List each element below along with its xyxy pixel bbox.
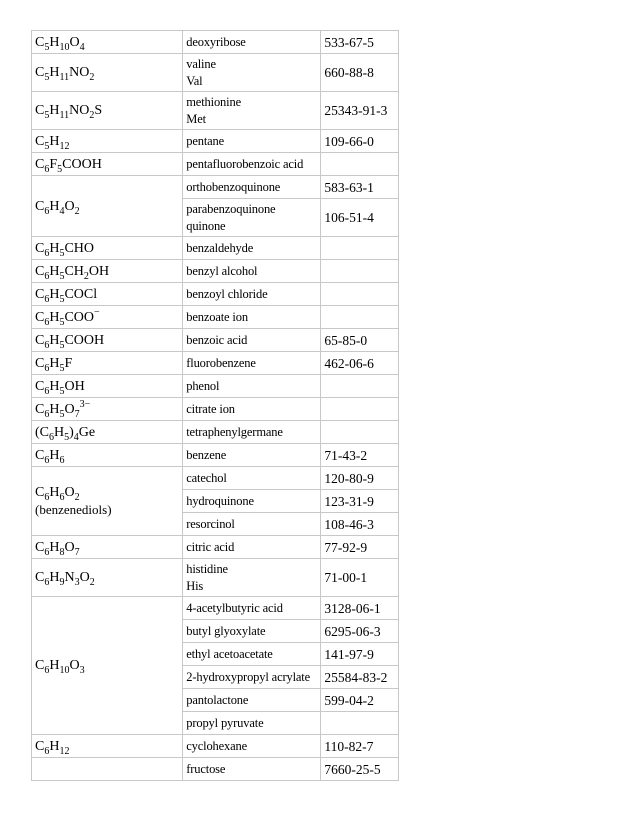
formula-subscript: 2: [74, 492, 80, 503]
formula-text: C: [35, 198, 45, 214]
compound-name-cell: [183, 153, 321, 176]
compound-name: ethyl acetoacetate: [186, 646, 273, 661]
cas-number-cell: 3128-06-1: [321, 597, 399, 620]
formula-text: CH: [64, 263, 84, 279]
cas-number-cell: 77-92-9: [321, 536, 399, 559]
table-row: [32, 421, 399, 444]
formula-text: S: [94, 103, 103, 118]
compound-name-cell: [183, 712, 321, 735]
formula-text: H: [49, 309, 60, 325]
formula-cell: [32, 375, 183, 398]
compound-name-cell: [183, 352, 321, 375]
table-row: [32, 758, 399, 781]
formula-subscript: 8: [59, 546, 65, 558]
formula-text: C: [35, 332, 45, 348]
formula-subscript: 9: [59, 577, 65, 588]
formula-cell: [32, 153, 183, 176]
formula-subscript: 5: [57, 163, 63, 175]
compound-name: benzoate ion: [186, 309, 248, 324]
compound-name-cell: [183, 199, 321, 237]
formula-subscript: 6: [59, 454, 65, 466]
formula-text: C: [35, 401, 45, 417]
formula-text: OH: [64, 378, 85, 394]
cas-number-cell: 25343-91-3: [321, 92, 399, 130]
cas-number-cell: 110-82-7: [321, 735, 399, 758]
formula-text: N: [64, 570, 75, 585]
formula-subscript: 6: [44, 270, 50, 282]
compound-name: citrate ion: [186, 401, 235, 416]
table-row: [32, 329, 399, 352]
cas-number-cell: 71-43-2: [321, 444, 399, 467]
formula-cell: [32, 597, 183, 735]
formula-subscript: 10: [59, 41, 70, 53]
compound-name-cell: [183, 490, 321, 513]
cas-number-cell: 660-88-8: [321, 54, 399, 92]
formula-subscript: 5: [59, 247, 65, 259]
formula-text: H: [49, 286, 60, 302]
formula-subscript: 5: [64, 431, 70, 443]
compound-name-cell: [183, 643, 321, 666]
cas-number-cell: 141-97-9: [321, 643, 399, 666]
cas-number-cell: 65-85-0: [321, 329, 399, 352]
compound-name-cell: [183, 559, 321, 597]
formula-text: H: [49, 401, 60, 417]
formula-subscript: 5: [59, 362, 65, 374]
cas-number-cell: 599-04-2: [321, 689, 399, 712]
table-row: [32, 375, 399, 398]
compound-name-cell: [183, 536, 321, 559]
compound-name-cell: [183, 260, 321, 283]
formula-subscript: 11: [59, 72, 70, 83]
formula-subscript: 12: [59, 140, 70, 152]
table-row: [32, 398, 399, 421]
formula-cell: [32, 421, 183, 444]
formula-text: C: [35, 103, 45, 118]
compound-name-cell: [183, 758, 321, 781]
formula-subscript: 5: [44, 140, 50, 152]
formula-subscript: 6: [44, 205, 50, 217]
formula-subscript: 2: [83, 270, 89, 282]
formula-subscript: 6: [44, 362, 50, 374]
formula-cell: [32, 758, 183, 781]
compound-name-cell: [183, 54, 321, 92]
formula-text: H: [49, 240, 60, 256]
formula-subscript: 3: [74, 577, 80, 588]
compound-name-cell: [183, 92, 321, 130]
formula-text: C: [35, 738, 45, 754]
formula-text: F: [49, 156, 58, 172]
formula-subscript: 6: [44, 247, 50, 259]
formula-subscript: 4: [59, 205, 65, 217]
formula-text: COOH: [64, 332, 105, 348]
cas-number-cell: [321, 260, 399, 283]
table-row: [32, 735, 399, 758]
formula-subscript: 6: [44, 316, 50, 328]
formula-subscript: 6: [44, 665, 50, 676]
formula-text: COCl: [64, 286, 98, 302]
compound-name-cell: [183, 444, 321, 467]
compound-name-cell: [183, 513, 321, 536]
compound-name: citric acid: [186, 539, 235, 554]
formula-subscript: 10: [59, 665, 70, 676]
formula-text: C: [35, 286, 45, 302]
cas-number-cell: 7660-25-5: [321, 758, 399, 781]
formula-subscript: 5: [59, 385, 65, 397]
formula-note: (benzenediols): [35, 502, 112, 517]
compound-name: methionine: [186, 94, 241, 109]
formula-cell: [32, 398, 183, 421]
formula-text: COO: [64, 309, 95, 325]
formula-text: H: [49, 198, 60, 214]
formula-text: COOH: [62, 156, 102, 172]
formula-text: O: [64, 485, 75, 500]
formula-text: C: [35, 309, 45, 325]
formula-subscript: 6: [44, 293, 50, 305]
table-row: [32, 237, 399, 260]
formula-text: O: [69, 34, 80, 50]
formula-cell: [32, 237, 183, 260]
compound-name-cell: [183, 666, 321, 689]
compound-name-cell: [183, 620, 321, 643]
compound-name-cell: [183, 597, 321, 620]
compound-name: benzyl alcohol: [186, 263, 258, 278]
formula-text: H: [54, 424, 65, 440]
table-row: [32, 536, 399, 559]
table-row: [32, 352, 399, 375]
formula-text: NO: [69, 103, 90, 118]
formula-text: H: [49, 658, 60, 673]
formula-subscript: 5: [59, 408, 65, 420]
compound-name-cell: [183, 689, 321, 712]
compound-name: benzene: [186, 447, 227, 462]
formula-text: OH: [88, 263, 110, 279]
compound-name-cell: [183, 237, 321, 260]
formula-text: H: [49, 738, 60, 754]
formula-cell: [32, 444, 183, 467]
formula-supscript: −: [94, 306, 100, 318]
formula-cell: [32, 559, 183, 597]
cas-number-cell: 533-67-5: [321, 31, 399, 54]
compound-name: pentane: [186, 133, 225, 148]
table-row: [32, 306, 399, 329]
formula-text: H: [49, 570, 60, 585]
formula-text: H: [49, 355, 60, 371]
formula-subscript: 4: [73, 431, 79, 443]
compound-name: hydroquinone: [186, 493, 254, 508]
formula-subscript: 6: [59, 492, 65, 503]
formula-subscript: 6: [44, 163, 50, 175]
formula-text: C: [35, 447, 45, 463]
compound-name: 4-acetylbutyric acid: [186, 600, 283, 615]
compound-name: 2-hydroxypropyl acrylate: [186, 669, 311, 684]
cas-number-cell: 25584-83-2: [321, 666, 399, 689]
compound-name-cell: [183, 283, 321, 306]
formula-cell: [32, 176, 183, 237]
compound-name: valine: [186, 56, 216, 71]
compound-name-cell: [183, 130, 321, 153]
formula-cell: [32, 260, 183, 283]
formula-text: C: [35, 263, 45, 279]
formula-text: F: [64, 355, 73, 371]
cas-number-cell: [321, 398, 399, 421]
formula-subscript: 6: [49, 431, 54, 443]
compound-name: phenol: [186, 378, 220, 393]
formula-text: CHO: [64, 240, 95, 256]
formula-subscript: 6: [44, 577, 50, 588]
compound-name: fluorobenzene: [186, 355, 256, 370]
formula-supscript: 3−: [79, 398, 91, 410]
formula-text: C: [35, 658, 45, 673]
cas-number-cell: [321, 421, 399, 444]
table-row: [32, 31, 399, 54]
table-row: [32, 92, 399, 130]
compound-name-cell: [183, 176, 321, 199]
compound-name-cell: [183, 421, 321, 444]
formula-cell: [32, 329, 183, 352]
compound-name: pantolactone: [186, 692, 249, 707]
cas-number-cell: [321, 283, 399, 306]
compound-name: orthobenzoquinone: [186, 179, 281, 194]
formula-text: C: [35, 378, 45, 394]
cas-number-cell: 583-63-1: [321, 176, 399, 199]
table-row: [32, 130, 399, 153]
compound-abbreviation: quinone: [186, 218, 226, 233]
compound-name: resorcinol: [186, 516, 235, 531]
formula-subscript: 2: [89, 577, 95, 588]
formula-text: ): [69, 424, 74, 440]
cas-number-cell: [321, 237, 399, 260]
formula-text: C: [35, 34, 45, 50]
compound-name-cell: [183, 398, 321, 421]
cas-number-cell: 462-06-6: [321, 352, 399, 375]
formula-text: H: [49, 65, 60, 80]
formula-subscript: 5: [59, 293, 65, 305]
formula-text: H: [49, 103, 60, 118]
formula-text: C: [35, 240, 45, 256]
formula-subscript: 5: [59, 270, 65, 282]
compound-name: fructose: [186, 761, 226, 776]
formula-text: (C: [35, 424, 49, 440]
table-row: [32, 444, 399, 467]
formula-subscript: 5: [59, 316, 65, 328]
formula-subscript: 5: [44, 41, 50, 53]
formula-subscript: 6: [44, 546, 50, 558]
compound-name: histidine: [186, 561, 228, 576]
formula-cell: [32, 536, 183, 559]
formula-subscript: 6: [44, 408, 50, 420]
formula-subscript: 2: [74, 205, 80, 217]
cas-number-cell: 123-31-9: [321, 490, 399, 513]
compound-table-body: [32, 31, 399, 781]
formula-cell: [32, 130, 183, 153]
compound-name: pentafluorobenzoic acid: [186, 156, 304, 171]
cas-number-cell: 120-80-9: [321, 467, 399, 490]
formula-text: C: [35, 570, 45, 585]
formula-cell: [32, 306, 183, 329]
formula-cell: [32, 735, 183, 758]
formula-subscript: 5: [44, 72, 50, 83]
formula-text: H: [49, 539, 60, 555]
compound-name: propyl pyruvate: [186, 715, 264, 730]
table-row: [32, 153, 399, 176]
compound-name: parabenzoquinone: [186, 201, 276, 216]
formula-subscript: 5: [44, 110, 50, 121]
cas-number-cell: [321, 153, 399, 176]
formula-subscript: 6: [44, 745, 50, 757]
formula-text: C: [35, 355, 45, 371]
compound-name: benzoic acid: [186, 332, 248, 347]
formula-subscript: 3: [79, 665, 85, 676]
formula-text: Ge: [78, 424, 96, 440]
formula-text: O: [79, 570, 90, 585]
compound-name: benzoyl chloride: [186, 286, 268, 301]
formula-subscript: 6: [44, 339, 50, 351]
compound-name-cell: [183, 306, 321, 329]
formula-text: H: [49, 378, 60, 394]
formula-text: H: [49, 34, 60, 50]
compound-name: deoxyribose: [186, 34, 246, 49]
cas-number-cell: 71-00-1: [321, 559, 399, 597]
cas-number-cell: 6295-06-3: [321, 620, 399, 643]
formula-subscript: 4: [79, 41, 85, 53]
table-row: [32, 54, 399, 92]
formula-text: NO: [69, 65, 90, 80]
formula-text: O: [69, 658, 80, 673]
cas-number-cell: 106-51-4: [321, 199, 399, 237]
cas-number-cell: 109-66-0: [321, 130, 399, 153]
formula-subscript: 7: [74, 546, 80, 558]
formula-cell: [32, 54, 183, 92]
formula-text: C: [35, 485, 45, 500]
formula-cell: [32, 352, 183, 375]
formula-text: C: [35, 133, 45, 149]
formula-text: H: [49, 263, 60, 279]
formula-text: H: [49, 133, 60, 149]
compound-name-cell: [183, 375, 321, 398]
cas-number-cell: [321, 712, 399, 735]
cas-number-cell: [321, 306, 399, 329]
cas-number-cell: 108-46-3: [321, 513, 399, 536]
formula-text: C: [35, 65, 45, 80]
compound-name: tetraphenylgermane: [186, 424, 283, 439]
cas-number-cell: [321, 375, 399, 398]
compound-name-cell: [183, 467, 321, 490]
compound-table: [31, 30, 399, 781]
formula-subscript: 6: [44, 454, 50, 466]
table-row: [32, 176, 399, 199]
formula-cell: [32, 283, 183, 306]
compound-abbreviation: His: [186, 578, 204, 593]
formula-cell: [32, 467, 183, 536]
compound-name-cell: [183, 735, 321, 758]
formula-text: O: [64, 198, 75, 214]
formula-subscript: 2: [89, 72, 95, 83]
compound-name: cyclohexane: [186, 738, 248, 753]
compound-name: catechol: [186, 470, 227, 485]
formula-subscript: 5: [59, 339, 65, 351]
formula-text: C: [35, 539, 45, 555]
formula-text: C: [35, 156, 45, 172]
formula-cell: [32, 31, 183, 54]
compound-name: benzaldehyde: [186, 240, 254, 255]
compound-name-cell: [183, 31, 321, 54]
formula-subscript: 11: [59, 110, 70, 121]
table-row: [32, 283, 399, 306]
formula-cell: [32, 92, 183, 130]
formula-text: O: [64, 401, 75, 417]
formula-subscript: 2: [89, 110, 95, 121]
table-row: [32, 559, 399, 597]
compound-abbreviation: Val: [186, 73, 203, 88]
compound-name: butyl glyoxylate: [186, 623, 266, 638]
compound-abbreviation: Met: [186, 111, 206, 126]
formula-text: H: [49, 485, 60, 500]
table-row: [32, 467, 399, 490]
compound-name-cell: [183, 329, 321, 352]
formula-subscript: 6: [44, 492, 50, 503]
formula-subscript: 12: [59, 745, 70, 757]
formula-subscript: 7: [74, 408, 80, 420]
formula-text: O: [64, 539, 75, 555]
formula-text: H: [49, 447, 60, 463]
table-row: [32, 260, 399, 283]
formula-text: H: [49, 332, 60, 348]
table-row: [32, 597, 399, 620]
formula-subscript: 6: [44, 385, 50, 397]
